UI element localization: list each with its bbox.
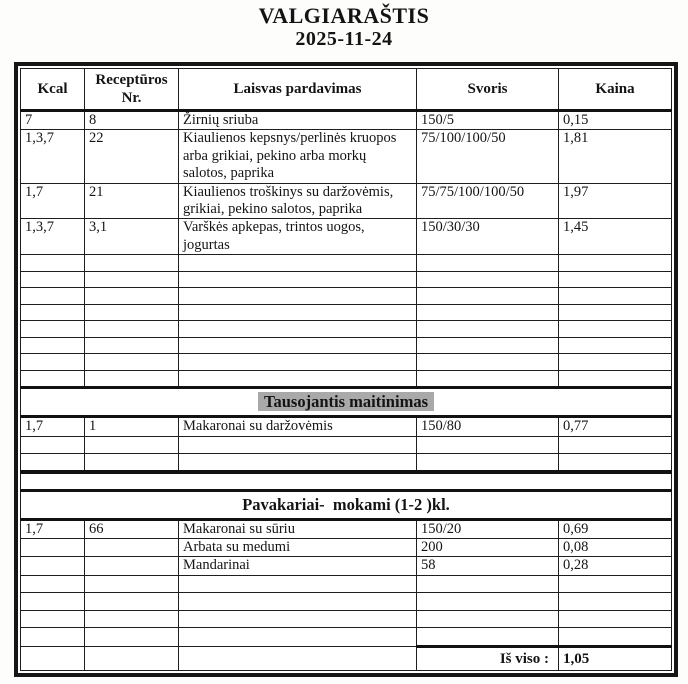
total-value: 1,05 — [559, 646, 672, 670]
cell-svoris: 150/30/30 — [417, 219, 559, 255]
empty-row — [21, 271, 672, 288]
cell-nr: 66 — [85, 519, 179, 538]
title-block — [14, 0, 674, 51]
page-title: VALGIARAŠTIS — [258, 3, 430, 28]
cell-kcal: 7 — [21, 111, 85, 130]
menu-row — [21, 557, 672, 575]
menu-table — [20, 68, 672, 671]
menu-table-frame — [14, 62, 678, 677]
cell-dish: Kiaulienos troškinys su daržovėmis, grikiai, pekino salotos, paprika — [179, 183, 417, 219]
cell-kaina: 0,77 — [559, 417, 672, 436]
empty-row — [21, 575, 672, 593]
cell-kaina: 0,69 — [559, 519, 672, 538]
cell-kaina: 1,81 — [559, 130, 672, 183]
cell-kaina: 1,97 — [559, 183, 672, 219]
menu-row — [21, 219, 672, 255]
section-title-highlight: Tausojantis maitinimas — [258, 392, 434, 411]
section-title: Pavakariai- mokami (1-2 )kl. — [21, 490, 672, 519]
cell-svoris: 75/75/100/100/50 — [417, 183, 559, 219]
empty-row — [21, 628, 672, 647]
cell-nr: 3,1 — [85, 219, 179, 255]
menu-row — [21, 417, 672, 436]
empty-row — [21, 354, 672, 371]
column-header-laisvas-pardavimas: Laisvas pardavimas — [179, 69, 417, 111]
empty-row — [21, 436, 672, 453]
menu-date: 2025-11-24 — [295, 28, 393, 51]
column-header-kaina: Kaina — [559, 69, 672, 111]
cell-kaina: 1,45 — [559, 219, 672, 255]
menu-row — [21, 130, 672, 183]
cell-kcal: 1,7 — [21, 183, 85, 219]
empty-row — [21, 453, 672, 472]
menu-row — [21, 111, 672, 130]
cell-nr — [85, 557, 179, 575]
cell-nr: 1 — [85, 417, 179, 436]
empty-row — [21, 593, 672, 611]
cell-kcal: 1,3,7 — [21, 130, 85, 183]
cell-dish: Mandarinai — [179, 557, 417, 575]
empty-row — [21, 288, 672, 305]
column-header-svoris: Svoris — [417, 69, 559, 111]
cell-dish: Kiaulienos kepsnys/perlinės kruopos arba grikiai, pekino arba morkų salotos, paprika — [179, 130, 417, 183]
cell-svoris: 150/20 — [417, 519, 559, 538]
cell-svoris: 75/100/100/50 — [417, 130, 559, 183]
cell-dish: Makaronai su daržovėmis — [179, 417, 417, 436]
total-label: Iš viso : — [417, 646, 559, 670]
column-header-kcal: Kcal — [21, 69, 85, 111]
cell-dish: Arbata su medumi — [179, 538, 417, 556]
empty-row — [21, 337, 672, 354]
cell-kcal — [21, 538, 85, 556]
empty-row — [21, 610, 672, 628]
cell-kaina: 0,15 — [559, 111, 672, 130]
cell-kcal: 1,7 — [21, 417, 85, 436]
empty-row — [21, 370, 672, 388]
section-header-tausojantis — [21, 388, 672, 417]
cell-kaina: 0,28 — [559, 557, 672, 575]
empty-row — [21, 304, 672, 321]
menu-row — [21, 519, 672, 538]
cell-dish: Varškės apkepas, trintos uogos, jogurtas — [179, 219, 417, 255]
header-row — [21, 69, 672, 111]
cell-kcal — [21, 557, 85, 575]
cell-kcal: 1,3,7 — [21, 219, 85, 255]
menu-row — [21, 538, 672, 556]
section-header-pavakariai — [21, 490, 672, 519]
total-row — [21, 646, 672, 670]
cell-svoris: 150/80 — [417, 417, 559, 436]
cell-nr: 22 — [85, 130, 179, 183]
cell-svoris: 200 — [417, 538, 559, 556]
cell-dish: Žirnių sriuba — [179, 111, 417, 130]
cell-nr — [85, 538, 179, 556]
menu-row — [21, 183, 672, 219]
section-spacer-band — [21, 472, 672, 491]
cell-nr: 8 — [85, 111, 179, 130]
cell-svoris: 150/5 — [417, 111, 559, 130]
cell-nr: 21 — [85, 183, 179, 219]
cell-dish: Makaronai su sūriu — [179, 519, 417, 538]
empty-row — [21, 255, 672, 272]
cell-kaina: 0,08 — [559, 538, 672, 556]
column-header-recepturos-nr: Receptūros Nr. — [85, 69, 179, 111]
empty-row — [21, 321, 672, 338]
cell-kcal: 1,7 — [21, 519, 85, 538]
cell-svoris: 58 — [417, 557, 559, 575]
